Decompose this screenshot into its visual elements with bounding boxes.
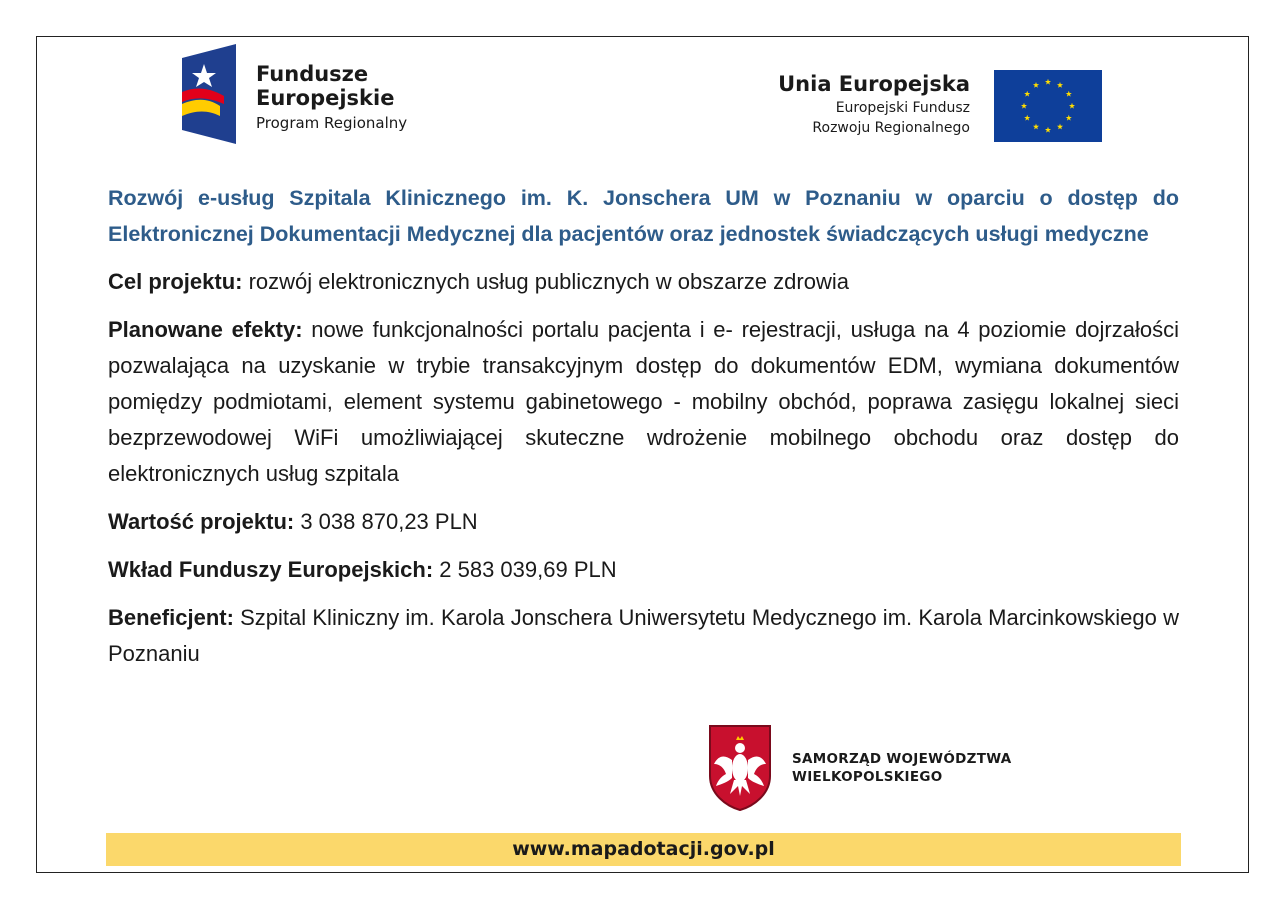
fundusze-line1: Fundusze [256,62,369,86]
fundusze-line3: Program Regionalny [256,114,408,132]
project-info [108,180,1179,684]
footer-bar [106,833,1181,866]
fundusze-europejskie-logo [182,44,442,144]
fundusze-line2: Europejskie [256,86,395,110]
unia-line2: Europejski Fundusz [835,100,970,116]
samorzad-line2: WIELKOPOLSKIEGO [792,769,943,785]
planowane-efekty-label: Planowane efekty: [108,317,303,342]
unia-line1: Unia Europejska [778,72,970,96]
wartosc-projektu-label: Wartość projektu: [108,509,295,534]
fundusze-europejskie-mark-icon [182,44,236,144]
wartosc-projektu-row [108,504,1179,540]
footer-url: www.mapadotacji.gov.pl [512,838,775,860]
eagle-crest-icon [708,724,772,812]
beneficjent-value: Szpital Kliniczny im. Karola Jonschera Uniwersytetu Medycznego im. Karola Marcinkowskiego w Poznaniu [108,605,1179,666]
cel-projektu-row [108,264,1179,300]
wklad-funduszy-label: Wkład Funduszy Europejskich: [108,557,434,582]
planowane-efekty-value: nowe funkcjonalności portalu pacjenta i e- rejestracji, usługa na 4 poziomie dojrzałości pozwalająca na uzyskanie w trybie transakcyjnym dostęp do dokumentów EDM, wymiana dokumentów pomiędzy podmiotami, element systemu gabinetowego - mobilny obchód, poprawa zasięgu lokalnej sieci bezprzewodowej WiFi umożliwiającej skuteczne wdrożenie mobilnego obchodu oraz dostęp do elektronicznych usług szpitala [108,317,1180,486]
samorzad-line1: SAMORZĄD WOJEWÓDZTWA [792,751,1012,767]
wartosc-projektu-value: 3 038 870,23 PLN [294,509,478,534]
beneficjent-label: Beneficjent: [108,605,234,630]
eu-flag-icon [994,70,1102,142]
wklad-funduszy-value: 2 583 039,69 PLN [433,557,617,582]
cel-projektu-label: Cel projektu: [108,269,243,294]
wklad-funduszy-row [108,552,1179,588]
unia-line3: Rozwoju Regionalnego [812,120,970,136]
planowane-efekty-row [108,312,1179,492]
project-title: Rozwój e-usług Szpitala Klinicznego im. K. Jonschera UM w Poznaniu w oparciu o dostęp do Elektronicznej Dokumentacji Medycznej dla pacjentów oraz jednostek świadczących usługi medyczne [108,186,1179,246]
beneficjent-row [108,600,1179,672]
unia-europejska-logo [760,68,1102,144]
samorzad-wojewodztwa-logo [708,724,1028,814]
cel-projektu-value: rozwój elektronicznych usług publicznych w obszarze zdrowia [242,269,849,294]
